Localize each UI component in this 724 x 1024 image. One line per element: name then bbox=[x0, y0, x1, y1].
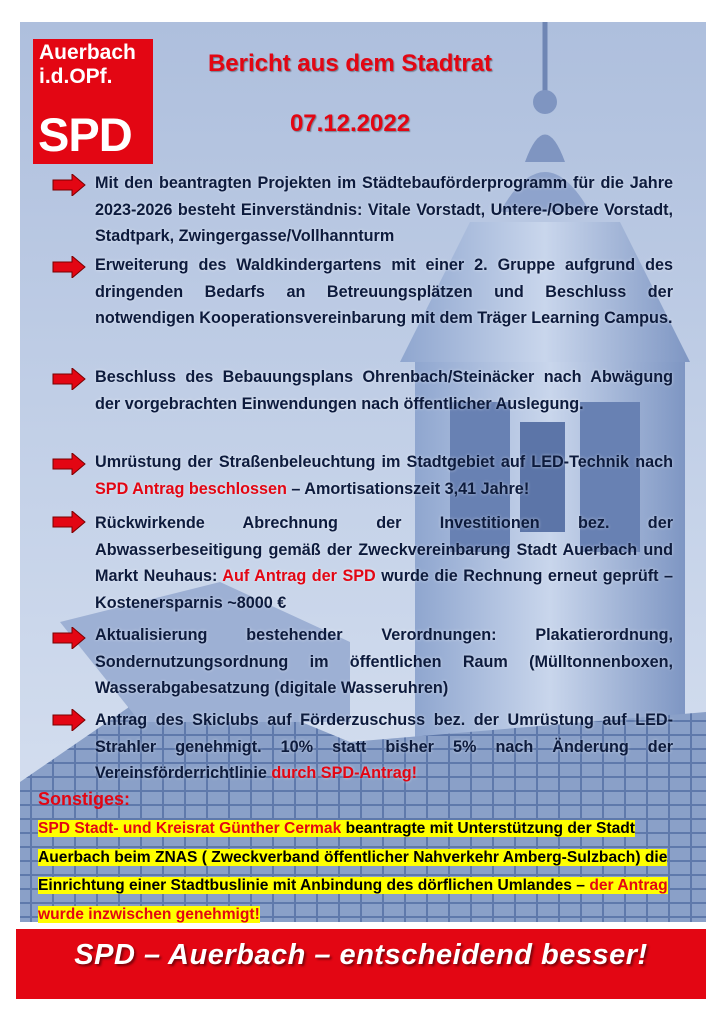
logo-party: SPD bbox=[38, 108, 132, 161]
red-arrow-icon bbox=[52, 256, 86, 278]
sonstiges-highlight-name: SPD Stadt- und Kreisrat Günther Cermak bbox=[38, 820, 342, 837]
item-4-highlight: SPD Antrag beschlossen bbox=[95, 479, 287, 498]
logo-city-line2: i.d.OPf. bbox=[39, 65, 113, 88]
footer-slogan: SPD – Auerbach – entscheidend besser! bbox=[74, 939, 648, 971]
sonstiges-highlight-result: der Antrag wurde inzwischen genehmigt! bbox=[38, 877, 668, 923]
red-arrow-icon bbox=[52, 511, 86, 533]
report-item-7 bbox=[95, 707, 673, 787]
report-item-5 bbox=[95, 510, 673, 616]
item-5-highlight: Auf Antrag der SPD bbox=[222, 567, 376, 585]
footer-banner bbox=[16, 929, 706, 999]
page-title: Bericht aus dem Stadtrat bbox=[207, 50, 493, 77]
spd-logo bbox=[33, 39, 153, 164]
report-item-4 bbox=[95, 449, 673, 502]
item-7-highlight: durch SPD-Antrag! bbox=[271, 764, 418, 782]
item-5-text-end: wurde die Rechnung erneut geprüft – Kostenersparnis ~8000 € bbox=[95, 567, 674, 612]
item-7-text: Antrag des Skiclubs auf Förderzuschuss bez. der Umrüstung auf LED-Strahler genehmigt. 10% statt bisher 5% nach Änderung der Vereinsförderrichtlinie bbox=[95, 711, 673, 782]
sonstiges-heading: Sonstiges: bbox=[38, 789, 131, 809]
red-arrow-icon bbox=[52, 368, 86, 390]
item-4-text-end: – Amortisationszeit 3,41 Jahre! bbox=[286, 479, 530, 498]
sonstiges-body bbox=[38, 815, 700, 929]
report-item-2: Erweiterung des Waldkindergartens mit einer 2. Gruppe aufgrund des dringenden Bedarfs an Betreuungsplätzen und Beschluss der notwendigen Kooperationsvereinbarung mit dem Träger Learning Campus. bbox=[95, 256, 673, 327]
red-arrow-icon bbox=[52, 709, 86, 731]
report-date: 07.12.2022 bbox=[289, 110, 411, 137]
red-arrow-icon bbox=[52, 627, 86, 649]
report-item-1: Mit den beantragten Projekten im Städtebauförderprogramm für die Jahre 2023-2026 besteht Einverständnis: Vitale Vorstadt, Untere-/Obere Vorstadt, Stadtpark, Zwingergasse/Vollhannturm bbox=[95, 174, 673, 245]
red-arrow-icon bbox=[52, 174, 86, 196]
logo-city-line1: Auerbach bbox=[39, 41, 136, 64]
sonstiges-text: beantragte mit Unterstützung der Stadt Auerbach beim ZNAS ( Zweckverband öffentlicher Nahverkehr Amberg-Sulzbach) die Einrichtung einer Stadtbuslinie mit Anbindung des dörflichen Umlandes – bbox=[38, 820, 668, 895]
report-item-3: Beschluss des Bebauungsplans Ohrenbach/Steinäcker nach Abwägung der vorgebrachten Einwendungen nach öffentlicher Auslegung. bbox=[95, 368, 673, 413]
item-4-text: Umrüstung der Straßenbeleuchtung im Stadtgebiet auf LED-Technik nach bbox=[95, 453, 673, 471]
red-arrow-icon bbox=[52, 453, 86, 475]
logo-city bbox=[39, 41, 136, 89]
item-5-text: Rückwirkende Abrechnung der Investitionen bez. der Abwasserbeseitigung gemäß der Zweckvereinbarung Stadt Auerbach und Markt Neuhaus: bbox=[95, 514, 673, 585]
report-item-6: Aktualisierung bestehender Verordnungen: Plakatierordnung, Sondernutzungsordnung im öffentlichen Raum (Mülltonnenboxen, Wasserabgabesatzung (digitale Wasseruhren) bbox=[95, 626, 673, 697]
